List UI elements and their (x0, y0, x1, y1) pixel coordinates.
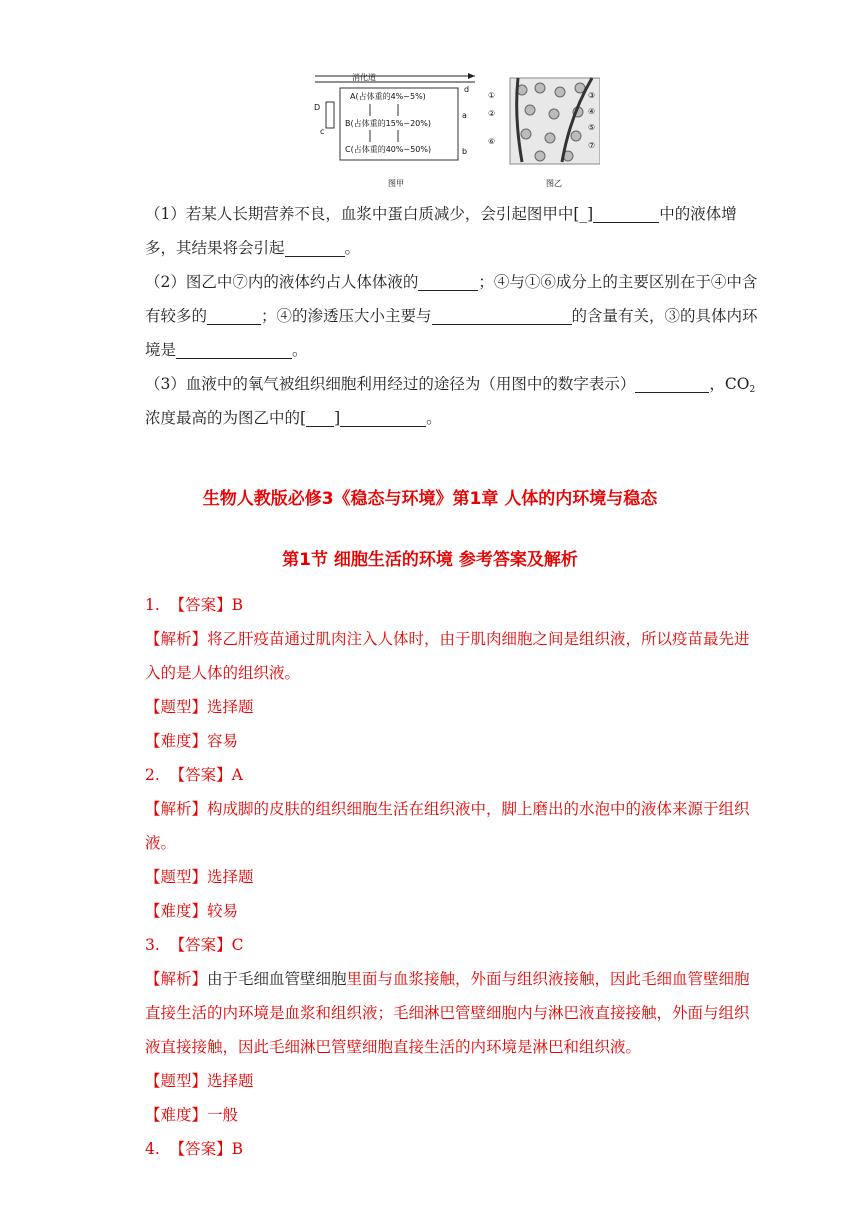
fig-b-marker-1: ① (488, 91, 496, 100)
answer-blank (285, 238, 345, 257)
explanation-3-line-1: 【解析】由于毛细血管壁细胞里面与血浆接触，外面与组织液接触，因此毛细血管壁细胞 (145, 970, 750, 988)
fig-b-marker-2: ② (488, 109, 496, 118)
answer-blank (306, 408, 334, 427)
fig-a-label-a: a (462, 111, 467, 120)
answer-2: 2. 【答案】A (145, 766, 243, 784)
fig-a-box-a: A(占体重的4%~5%) (350, 92, 426, 101)
fig-a-caption: 图甲 (388, 179, 404, 188)
answer-blank (418, 272, 478, 291)
fig-b-marker-5: ⑤ (588, 123, 596, 132)
fig-a-label-b: b (462, 147, 468, 156)
type-3: 【题型】选择题 (145, 1072, 254, 1090)
type-2: 【题型】选择题 (145, 868, 254, 886)
fig-a-label-d-left: D (314, 103, 321, 112)
fig-b-marker-6: ⑥ (488, 137, 496, 146)
fig-b-marker-4: ④ (588, 107, 596, 116)
explanation-2-line-1: 【解析】构成脚的皮肤的组织细胞生活在组织液中，脚上磨出的水泡中的液体来源于组织 (145, 800, 750, 818)
answer-blank (432, 306, 572, 325)
fig-b-marker-7: ⑦ (588, 141, 596, 150)
fig-a-box-b: B(占体重的15%~20%) (345, 119, 431, 128)
question-2-line-3: 境是 。 (145, 341, 308, 359)
fig-b-marker-3: ③ (588, 91, 596, 100)
difficulty-2: 【难度】较易 (145, 902, 239, 920)
fig-b-illustration (510, 78, 600, 164)
question-3-line-1: （3）血液中的氧气被组织细胞利用经过的途径为（用图中的数字表示） ，$CO_2$ (145, 375, 756, 395)
fig-a-label-c: c (320, 127, 325, 136)
type-1: 【题型】选择题 (145, 698, 254, 716)
explanation-3-line-3: 液直接接触，因此毛细淋巴管壁细胞直接生活的内环境是淋巴和组织液。 (145, 1038, 642, 1056)
explanation-1-line-1: 【解析】将乙肝疫苗通过肌肉注入人体时，由于肌肉细胞之间是组织液，所以疫苗最先进 (145, 630, 750, 648)
fig-b-caption: 图乙 (546, 179, 562, 188)
difficulty-1: 【难度】容易 (145, 732, 239, 750)
answer-1: 1. 【答案】B (145, 596, 244, 614)
fig-a-box-c: C(占体重的40%~50%) (345, 145, 432, 154)
section-heading: 生物人教版必修3《稳态与环境》第1章 人体的内环境与稳态 (202, 489, 658, 509)
difficulty-3: 【难度】一般 (145, 1106, 239, 1124)
answer-blank (593, 204, 659, 223)
question-3-line-2: 浓度最高的为图乙中的[ ] 。 (145, 409, 442, 427)
question-1-line-2: 多，其结果将会引起 。 (145, 239, 361, 257)
question-1-line-1: （1）若某人长期营养不良，血浆中蛋白质减少，会引起图甲中[_] 中的液体增 (145, 205, 737, 223)
explanation-3-line-2: 直接生活的内环境是血浆和组织液；毛细淋巴管壁细胞内与淋巴液直接接触，外面与组织 (145, 1004, 750, 1022)
answer-blank (176, 340, 292, 359)
answer-blank (207, 306, 261, 325)
figure-area (300, 66, 600, 192)
subsection-heading: 第1节 细胞生活的环境 参考答案及解析 (282, 550, 578, 570)
fig-a-label-d-right: d (464, 85, 470, 94)
explanation-1-line-2: 入的是人体的组织液。 (145, 664, 301, 682)
answer-blank (635, 374, 709, 393)
fig-a-top-label: 消化道 (352, 73, 376, 82)
answer-3: 3. 【答案】C (145, 936, 244, 954)
question-2-line-2: 有较多的 ；④的渗透压大小主要与 的含量有关，③的具体内环 (145, 307, 758, 325)
answer-4: 4. 【答案】B (145, 1140, 244, 1158)
question-2-line-1: （2）图乙中⑦内的液体约占人体体液的 ；④与①⑥成分上的主要区别在于④中含 (145, 273, 758, 291)
explanation-2-line-2: 液。 (145, 834, 177, 852)
answer-blank (340, 408, 426, 427)
fig-a-diagram (300, 66, 600, 192)
